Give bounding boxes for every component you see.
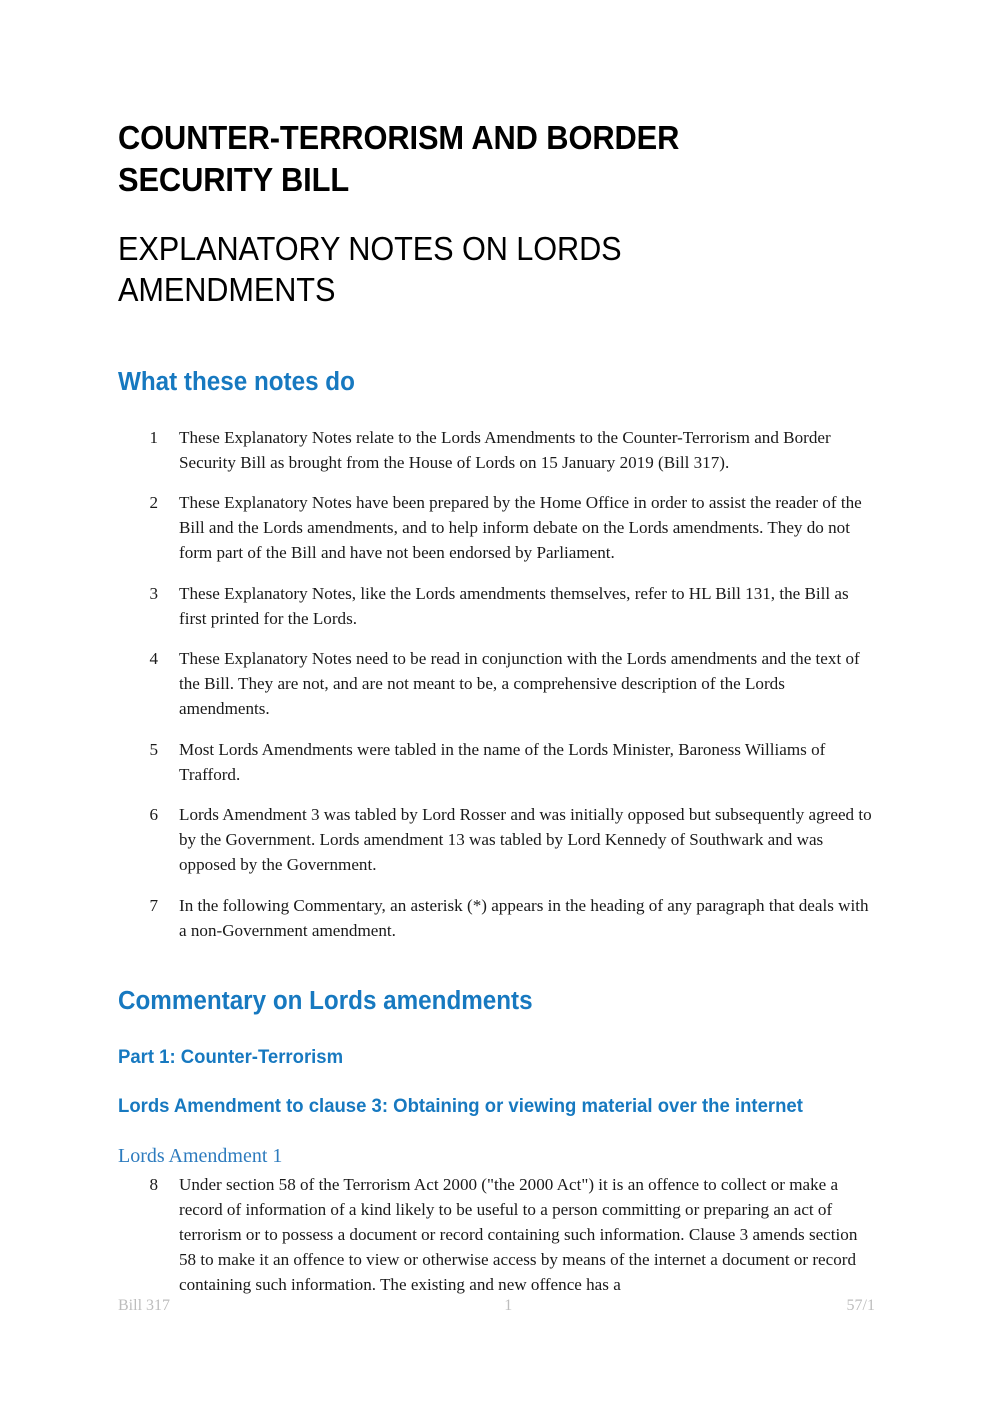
spacer-after-what-these-notes-heading bbox=[118, 398, 875, 425]
paragraph-text: These Explanatory Notes have been prepared by the Home Office in order to assist the reader of the Bill and the Lords amendments, and to help inform debate on the Lords amendments. They do not form part of the Bill and have not been endorsed by Parliament. bbox=[179, 493, 862, 563]
heading-lords-amendment-1: Lords Amendment 1 bbox=[118, 1144, 283, 1167]
heading-what-these-notes-do: What these notes do bbox=[118, 367, 355, 396]
heading-lords-amendment-to-clause-3: Lords Amendment to clause 3: Obtaining or viewing material over the internet bbox=[118, 1095, 803, 1118]
spacer-before-part-heading bbox=[118, 1017, 875, 1046]
paragraph-number: 5 bbox=[149, 739, 158, 759]
paragraph-item bbox=[118, 425, 875, 475]
paragraph-text: Under section 58 of the Terrorism Act 2000 ("the 2000 Act") it is an offence to collect or make a record of information of a kind likely to be useful to a person committing or preparing an act of terrorism or to possess a document or record containing such information. Clause 3 amends section 58 to make it an offence to view or otherwise access by means of the internet a document or record containing such information. The existing and new offence has a bbox=[179, 1174, 858, 1294]
paragraph-number: 6 bbox=[149, 805, 158, 825]
paragraph-item bbox=[118, 737, 875, 787]
paragraph-item bbox=[118, 893, 875, 943]
paragraph-item bbox=[118, 1172, 875, 1297]
spacer-before-amendment-heading bbox=[118, 1119, 875, 1144]
heading-commentary-on-lords-amendments: Commentary on Lords amendments bbox=[118, 987, 533, 1016]
paragraph-item bbox=[118, 490, 875, 565]
paragraph-text: These Explanatory Notes need to be read in conjunction with the Lords amendments and the text of the Bill. They are not, and are not meant to be, a comprehensive description of the Lords amendments. bbox=[179, 649, 860, 719]
paragraph-number: 4 bbox=[149, 649, 158, 669]
commentary-paragraph-list bbox=[118, 1172, 875, 1297]
page-footer bbox=[118, 1297, 875, 1315]
intro-paragraph-list bbox=[118, 425, 875, 944]
document-title: COUNTER-TERRORISM AND BORDER SECURITY BILL bbox=[118, 120, 680, 199]
paragraph-text: These Explanatory Notes relate to the Lords Amendments to the Counter-Terrorism and Border Security Bill as brought from the House of Lords on 15 January 2019 (Bill 317). bbox=[179, 427, 831, 472]
heading-part-1-counter-terrorism: Part 1: Counter-Terrorism bbox=[118, 1045, 344, 1068]
paragraph-text: Lords Amendment 3 was tabled by Lord Rosser and was initially opposed but subsequently agreed to by the Government. Lords amendment 13 was tabled by Lord Kennedy of Southwark and was opposed by the Government. bbox=[179, 805, 872, 875]
paragraph-number: 7 bbox=[149, 895, 158, 915]
spacer-before-commentary bbox=[118, 943, 875, 986]
paragraph-item bbox=[118, 802, 875, 877]
paragraph-item bbox=[118, 646, 875, 721]
paragraph-item bbox=[118, 581, 875, 631]
paragraph-number: 1 bbox=[149, 427, 158, 447]
spacer-before-clause-heading bbox=[118, 1069, 875, 1094]
footer-bill-number: Bill 317 bbox=[118, 1297, 171, 1314]
paragraph-number: 2 bbox=[149, 493, 158, 513]
paragraph-text: Most Lords Amendments were tabled in the name of the Lords Minister, Baroness Williams of Trafford. bbox=[179, 739, 826, 784]
paragraph-text: These Explanatory Notes, like the Lords amendments themselves, refer to HL Bill 131, the Bill as first printed for the Lords. bbox=[179, 583, 849, 628]
paragraph-text: In the following Commentary, an asterisk (*) appears in the heading of any paragraph that deals with a non-Government amendment. bbox=[179, 895, 869, 940]
document-content bbox=[118, 118, 875, 1297]
paragraph-number: 8 bbox=[149, 1174, 158, 1194]
footer-print-reference: 57/1 bbox=[846, 1297, 875, 1314]
paragraph-number: 3 bbox=[149, 583, 158, 603]
document-subtitle: EXPLANATORY NOTES ON LORDS AMENDMENTS bbox=[118, 229, 622, 309]
footer-page-number: 1 bbox=[504, 1297, 513, 1314]
spacer-before-what-these-notes bbox=[118, 311, 875, 367]
